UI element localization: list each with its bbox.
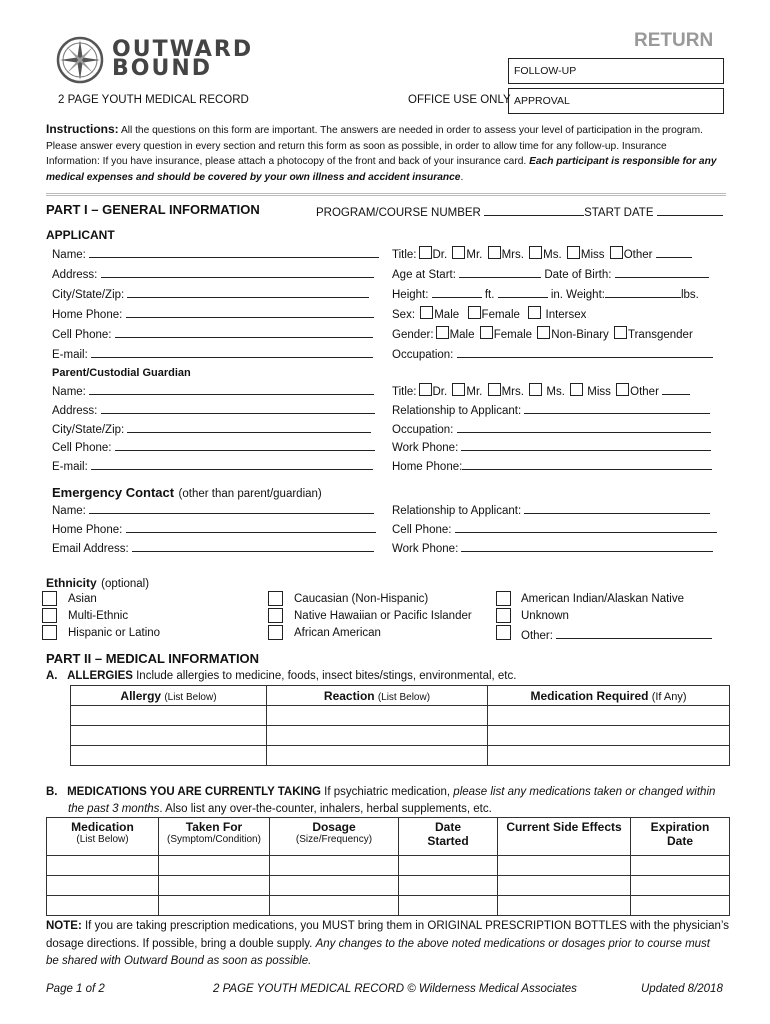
compass-rose-icon: [56, 36, 104, 84]
header-label: Started: [427, 834, 469, 848]
applicant-heading: APPLICANT: [46, 228, 115, 242]
guardian-city-field[interactable]: [52, 421, 371, 436]
instructions-line4b: .: [460, 171, 464, 183]
table-cell[interactable]: [631, 876, 730, 896]
label: Relationship to Applicant:: [392, 505, 522, 517]
checkbox[interactable]: [452, 246, 465, 259]
header-label: Date: [666, 834, 693, 848]
medications-heading: [46, 784, 715, 818]
ethnicity-heading: [46, 574, 149, 592]
label: Home Phone:: [52, 524, 123, 536]
header-label: Dosage: [312, 820, 356, 834]
table-cell[interactable]: [631, 896, 730, 916]
table-cell[interactable]: [399, 896, 498, 916]
label: Home Phone:: [52, 309, 123, 321]
label: Work Phone:: [392, 543, 459, 555]
label: Name:: [52, 386, 86, 398]
ethnicity-checkbox[interactable]: [268, 625, 283, 640]
ethnicity-option: American Indian/Alaskan Native: [521, 593, 684, 605]
option: Other: [623, 249, 653, 261]
emergency-cell-phone-field[interactable]: [392, 521, 717, 536]
outward-bound-logo: [56, 36, 256, 86]
table-row[interactable]: [71, 706, 730, 726]
medications-desc: . Also list any over-the-counter, inhalers, herbal supplements, etc.: [159, 803, 492, 815]
label: E-mail:: [52, 349, 88, 361]
reaction-header: [267, 686, 488, 706]
approval-box[interactable]: [508, 88, 724, 114]
checkbox[interactable]: [567, 246, 580, 259]
medications-desc: the past 3 months: [68, 803, 160, 815]
applicant-email-field[interactable]: [52, 346, 373, 361]
header-label: Date: [434, 820, 461, 834]
table-cell[interactable]: [270, 876, 399, 896]
checkbox[interactable]: [436, 326, 449, 339]
table-row[interactable]: [71, 746, 730, 766]
table-cell[interactable]: [399, 876, 498, 896]
date-started-header: [399, 818, 498, 856]
table-cell[interactable]: [159, 876, 270, 896]
label: Address:: [52, 405, 98, 417]
header-sub: (List Below): [164, 691, 217, 703]
ethnicity-checkbox[interactable]: [268, 591, 283, 606]
label: Name:: [52, 505, 86, 517]
header-sub: (List Below): [76, 834, 129, 845]
label: Email Address:: [52, 543, 129, 555]
logo-wordmark-line2: BOUND: [112, 56, 213, 81]
part2-title: PART II – MEDICAL INFORMATION: [46, 651, 260, 666]
guardian-heading: Parent/Custodial Guardian: [52, 367, 191, 379]
label: Title:: [392, 386, 417, 398]
ethnicity-checkbox[interactable]: [496, 608, 511, 623]
table-cell[interactable]: [71, 706, 267, 726]
emergency-note: (other than parent/guardian): [178, 488, 322, 500]
label: Address:: [52, 269, 98, 281]
checkbox[interactable]: [419, 246, 432, 259]
taken-for-header: [159, 818, 270, 856]
table-cell[interactable]: [47, 896, 159, 916]
checkbox[interactable]: [419, 383, 432, 396]
medications-desc: If psychiatric medication,: [324, 786, 451, 798]
option: Ms.: [546, 386, 565, 398]
header-label: Medication Required: [530, 688, 649, 703]
label: Name:: [52, 249, 86, 261]
emergency-heading: [52, 484, 322, 502]
note-block: [46, 918, 729, 971]
label: Other:: [521, 630, 553, 642]
ethnicity-option: Native Hawaiian or Pacific Islander: [294, 610, 472, 622]
height-weight-field[interactable]: [392, 286, 699, 301]
section-letter: B.: [46, 786, 58, 798]
program-course-label: PROGRAM/COURSE NUMBER: [316, 207, 481, 219]
checkbox[interactable]: [488, 383, 501, 396]
label: Relationship to Applicant:: [392, 405, 522, 417]
follow-up-label: FOLLOW-UP: [514, 65, 577, 77]
label: City/State/Zip:: [52, 424, 125, 436]
table-cell[interactable]: [267, 746, 488, 766]
emergency-name-field[interactable]: [52, 502, 374, 517]
option: Mrs.: [501, 249, 524, 261]
footer-updated: Updated 8/2018: [641, 983, 723, 995]
checkbox[interactable]: [570, 383, 583, 396]
ethnicity-option: African American: [294, 627, 381, 639]
table-cell[interactable]: [71, 726, 267, 746]
label: Cell Phone:: [392, 524, 452, 536]
medications-table: [46, 817, 730, 916]
label: lbs.: [680, 289, 699, 301]
table-cell[interactable]: [399, 856, 498, 876]
label: Home Phone:: [392, 461, 463, 473]
allergy-header: [71, 686, 267, 706]
medication-required-header: [488, 686, 730, 706]
ethnicity-option: Hispanic or Latino: [68, 627, 161, 639]
instructions-line3b: Each participant is responsible for any: [529, 156, 717, 167]
header-label: Expiration: [650, 820, 710, 834]
option: Ms.: [543, 249, 562, 261]
follow-up-box[interactable]: [508, 58, 724, 84]
ethnicity-option: Multi-Ethnic: [68, 610, 129, 622]
table-cell[interactable]: [498, 896, 631, 916]
divider: [46, 193, 726, 196]
checkbox[interactable]: [616, 383, 629, 396]
option: Transgender: [628, 329, 693, 341]
instructions-line4a: medical expenses and should be covered by your own illness and accident insurance: [46, 171, 461, 183]
ethnicity-checkbox[interactable]: [496, 625, 511, 640]
logo-wordmark-line1: OUTWARD: [112, 37, 254, 62]
option: Intersex: [545, 309, 587, 321]
sex-field[interactable]: [392, 306, 586, 321]
table-cell[interactable]: [631, 856, 730, 876]
ethnicity-option: Caucasian (Non-Hispanic): [294, 593, 429, 605]
header-label: Taken For: [185, 820, 243, 834]
table-cell[interactable]: [498, 856, 631, 876]
gender-field[interactable]: [392, 326, 693, 341]
label: Height:: [392, 289, 429, 301]
label: City/State/Zip:: [52, 289, 125, 301]
checkbox[interactable]: [537, 326, 550, 339]
side-effects-header: [498, 818, 631, 856]
note-label: NOTE:: [46, 920, 82, 932]
header-sub: (If Any): [651, 690, 687, 703]
option: Miss: [587, 386, 611, 398]
header-label: Current Side Effects: [506, 820, 622, 834]
checkbox[interactable]: [452, 383, 465, 396]
table-row[interactable]: [71, 726, 730, 746]
start-date-label: START DATE: [584, 207, 654, 219]
guardian-relationship-field[interactable]: [392, 402, 710, 417]
table-cell[interactable]: [71, 746, 267, 766]
option: Dr.: [432, 249, 448, 261]
section-letter: A.: [46, 670, 58, 682]
instructions-line2: Please answer every question in every section and return this form as soon as possible, in order to allow time for any follow-up. Insurance: [46, 140, 667, 152]
label: ft.: [484, 289, 495, 301]
approval-label: APPROVAL: [514, 95, 570, 107]
table-cell[interactable]: [488, 726, 730, 746]
label: Cell Phone:: [52, 442, 112, 454]
dosage-header: [270, 818, 399, 856]
guardian-work-phone-field[interactable]: [392, 439, 711, 454]
emergency-title: Emergency Contact: [52, 485, 175, 500]
option: Male: [434, 309, 460, 321]
checkbox[interactable]: [488, 246, 501, 259]
document-title: 2 PAGE YOUTH MEDICAL RECORD: [58, 94, 249, 106]
allergies-description: Include allergies to medicine, foods, insect bites/stings, environmental, etc.: [136, 670, 517, 682]
ethnicity-optional: (optional): [101, 578, 150, 590]
allergies-table: [70, 685, 730, 766]
table-cell[interactable]: [267, 726, 488, 746]
label: in. Weight:: [550, 289, 605, 301]
table-row[interactable]: [47, 896, 730, 916]
applicant-cell-phone-field[interactable]: [52, 326, 373, 341]
table-cell[interactable]: [488, 746, 730, 766]
header-label: Reaction: [323, 688, 375, 703]
header-label: Allergy: [120, 688, 162, 703]
guardian-name-field[interactable]: [52, 383, 374, 398]
label: Gender:: [392, 329, 434, 341]
guardian-cell-phone-field[interactable]: [52, 439, 375, 454]
ethnicity-checkbox[interactable]: [42, 591, 57, 606]
note-line: be shared with Outward Bound as soon as possible.: [46, 955, 312, 967]
allergies-heading: [46, 670, 516, 682]
applicant-name-field[interactable]: [52, 246, 379, 261]
ethnicity-checkbox[interactable]: [42, 608, 57, 623]
label: Occupation:: [392, 349, 454, 361]
page-number: Page 1 of 2: [46, 983, 105, 995]
table-cell[interactable]: [47, 876, 159, 896]
checkbox[interactable]: [529, 246, 542, 259]
checkbox[interactable]: [528, 306, 541, 319]
instructions-line3a: Information: If you have insurance, please attach a photocopy of the front and back of your insurance card.: [46, 156, 527, 167]
applicant-address-field[interactable]: [52, 266, 374, 281]
guardian-title-field[interactable]: [392, 383, 690, 398]
checkbox[interactable]: [420, 306, 433, 319]
part1-title: PART I – GENERAL INFORMATION: [46, 202, 260, 217]
option: Mrs.: [501, 386, 524, 398]
option: Mr.: [466, 249, 483, 261]
option: Non-Binary: [551, 329, 609, 341]
applicant-title-field[interactable]: [392, 246, 692, 261]
footer-title: 2 PAGE YOUTH MEDICAL RECORD © Wilderness Medical Associates: [213, 983, 577, 995]
note-line: Any changes to the above noted medications or dosages prior to course must: [315, 937, 711, 950]
header-sub: (Size/Frequency): [295, 834, 373, 845]
table-cell[interactable]: [159, 896, 270, 916]
label: Occupation:: [392, 424, 454, 436]
emergency-work-phone-field[interactable]: [392, 540, 713, 555]
table-cell[interactable]: [498, 876, 631, 896]
label: E-mail:: [52, 461, 88, 473]
ethnicity-checkbox[interactable]: [42, 625, 57, 640]
table-cell[interactable]: [270, 856, 399, 876]
option: Male: [449, 329, 475, 341]
age-dob-field[interactable]: [392, 266, 709, 281]
option: Other: [630, 386, 659, 398]
applicant-city-field[interactable]: [52, 286, 369, 301]
checkbox[interactable]: [468, 306, 481, 319]
emergency-relationship-field[interactable]: [392, 502, 710, 517]
option: Female: [493, 329, 533, 341]
guardian-occupation-field[interactable]: [392, 421, 711, 436]
option: Miss: [580, 249, 605, 261]
instructions-label: Instructions:: [46, 122, 119, 136]
return-label: RETURN: [634, 30, 714, 51]
guardian-address-field[interactable]: [52, 402, 375, 417]
checkbox[interactable]: [614, 326, 627, 339]
instructions-line1: All the questions on this form are important. The answers are needed in order to assess your level of participation in the program.: [120, 125, 703, 136]
medications-title: MEDICATIONS YOU ARE CURRENTLY TAKING: [67, 786, 321, 798]
table-cell[interactable]: [47, 856, 159, 876]
allergies-title: ALLERGIES: [67, 670, 133, 682]
table-cell[interactable]: [488, 706, 730, 726]
table-cell[interactable]: [270, 896, 399, 916]
ethnicity-other-field[interactable]: [521, 627, 712, 642]
ethnicity-option: Asian: [68, 593, 97, 605]
label: Age at Start:: [392, 269, 456, 281]
note-line: If you are taking prescription medications, you MUST bring them in ORIGINAL PRESCRIPTION BOTTLES with the physician’s: [84, 920, 730, 932]
checkbox[interactable]: [529, 383, 542, 396]
checkbox[interactable]: [480, 326, 493, 339]
ethnicity-title: Ethnicity: [46, 576, 97, 590]
note-line: dosage directions. If possible, bring a double supply.: [46, 937, 313, 950]
ethnicity-checkbox[interactable]: [496, 591, 511, 606]
applicant-occupation-field[interactable]: [392, 346, 713, 361]
medications-desc: please list any medications taken or changed within: [453, 786, 716, 798]
ethnicity-option: Unknown: [521, 610, 569, 622]
label: Cell Phone:: [52, 329, 112, 341]
table-cell[interactable]: [159, 856, 270, 876]
table-row[interactable]: [47, 856, 730, 876]
applicant-home-phone-field[interactable]: [52, 306, 374, 321]
guardian-home-phone-field[interactable]: [392, 458, 712, 473]
guardian-email-field[interactable]: [52, 458, 373, 473]
expiration-header: [631, 818, 730, 856]
program-course-field[interactable]: [316, 204, 723, 219]
label: Title:: [392, 249, 417, 261]
option: Female: [481, 309, 520, 321]
table-cell[interactable]: [267, 706, 488, 726]
label: Work Phone:: [392, 442, 459, 454]
header-sub: (Symptom/Condition): [167, 834, 261, 845]
medication-header: [47, 818, 159, 856]
label: Date of Birth:: [544, 269, 612, 281]
emergency-email-field[interactable]: [52, 540, 374, 555]
emergency-home-phone-field[interactable]: [52, 521, 376, 536]
header-sub: (List Below): [377, 691, 431, 703]
option: Dr.: [432, 386, 448, 398]
checkbox[interactable]: [610, 246, 623, 259]
header-label: Medication: [71, 820, 134, 834]
option: Mr.: [466, 386, 483, 398]
ethnicity-checkbox[interactable]: [268, 608, 283, 623]
label: Sex:: [392, 309, 416, 321]
instructions-block: [46, 122, 736, 185]
office-use-label: OFFICE USE ONLY: [408, 94, 511, 106]
table-row[interactable]: [47, 876, 730, 896]
